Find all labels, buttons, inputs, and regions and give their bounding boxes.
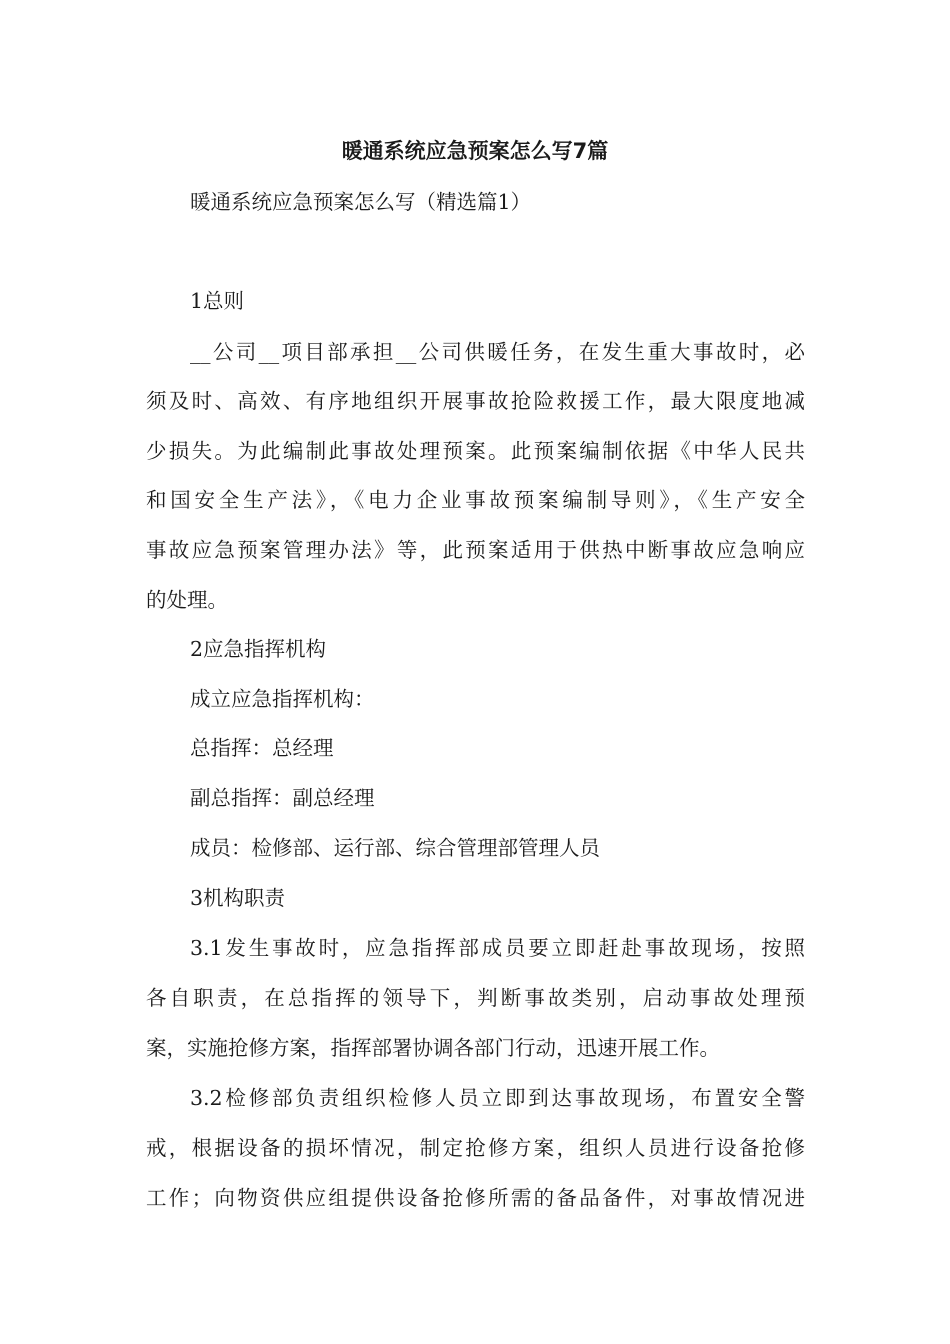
text-line: 副总指挥：副总经理	[190, 786, 375, 810]
paragraph-line: 的处理。	[146, 588, 228, 612]
paragraph-line: 3.1发生事故时，应急指挥部成员要立即赶赴事故现场，按照	[190, 936, 805, 960]
paragraph-line: 事故应急预案管理办法》等，此预案适用于供热中断事故应急响应	[146, 538, 805, 562]
heading-command: 2应急指挥机构	[190, 637, 327, 661]
paragraph-line: __公司__项目部承担__公司供暖任务，在发生重大事故时，必	[190, 340, 805, 364]
text-line: 成立应急指挥机构：	[190, 687, 375, 711]
paragraph-line: 3.2检修部负责组织检修人员立即到达事故现场，布置安全警	[190, 1086, 805, 1110]
paragraph-line: 戒，根据设备的损坏情况，制定抢修方案，组织人员进行设备抢修	[146, 1136, 805, 1160]
paragraph-line: 少损失。为此编制此事故处理预案。此预案编制依据《中华人民共	[146, 439, 805, 463]
paragraph-line: 工作；向物资供应组提供设备抢修所需的备品备件，对事故情况进	[146, 1186, 805, 1210]
text-line: 总指挥：总经理	[190, 736, 334, 760]
document-title: 暖通系统应急预案怎么写7篇	[341, 139, 609, 163]
paragraph-line: 和国安全生产法》，《电力企业事故预案编制导则》，《生产安全	[146, 488, 805, 512]
text-line: 成员：检修部、运行部、综合管理部管理人员	[190, 836, 600, 860]
section-subtitle: 暖通系统应急预案怎么写（精选篇1）	[190, 190, 532, 214]
paragraph-line: 各自职责，在总指挥的领导下，判断事故类别，启动事故处理预	[146, 986, 805, 1010]
heading-duties: 3机构职责	[190, 886, 286, 910]
paragraph-line: 案，实施抢修方案，指挥部署协调各部门行动，迅速开展工作。	[146, 1036, 720, 1060]
heading-general: 1总则	[190, 289, 245, 313]
paragraph-line: 须及时、高效、有序地组织开展事故抢险救援工作，最大限度地减	[146, 389, 805, 413]
